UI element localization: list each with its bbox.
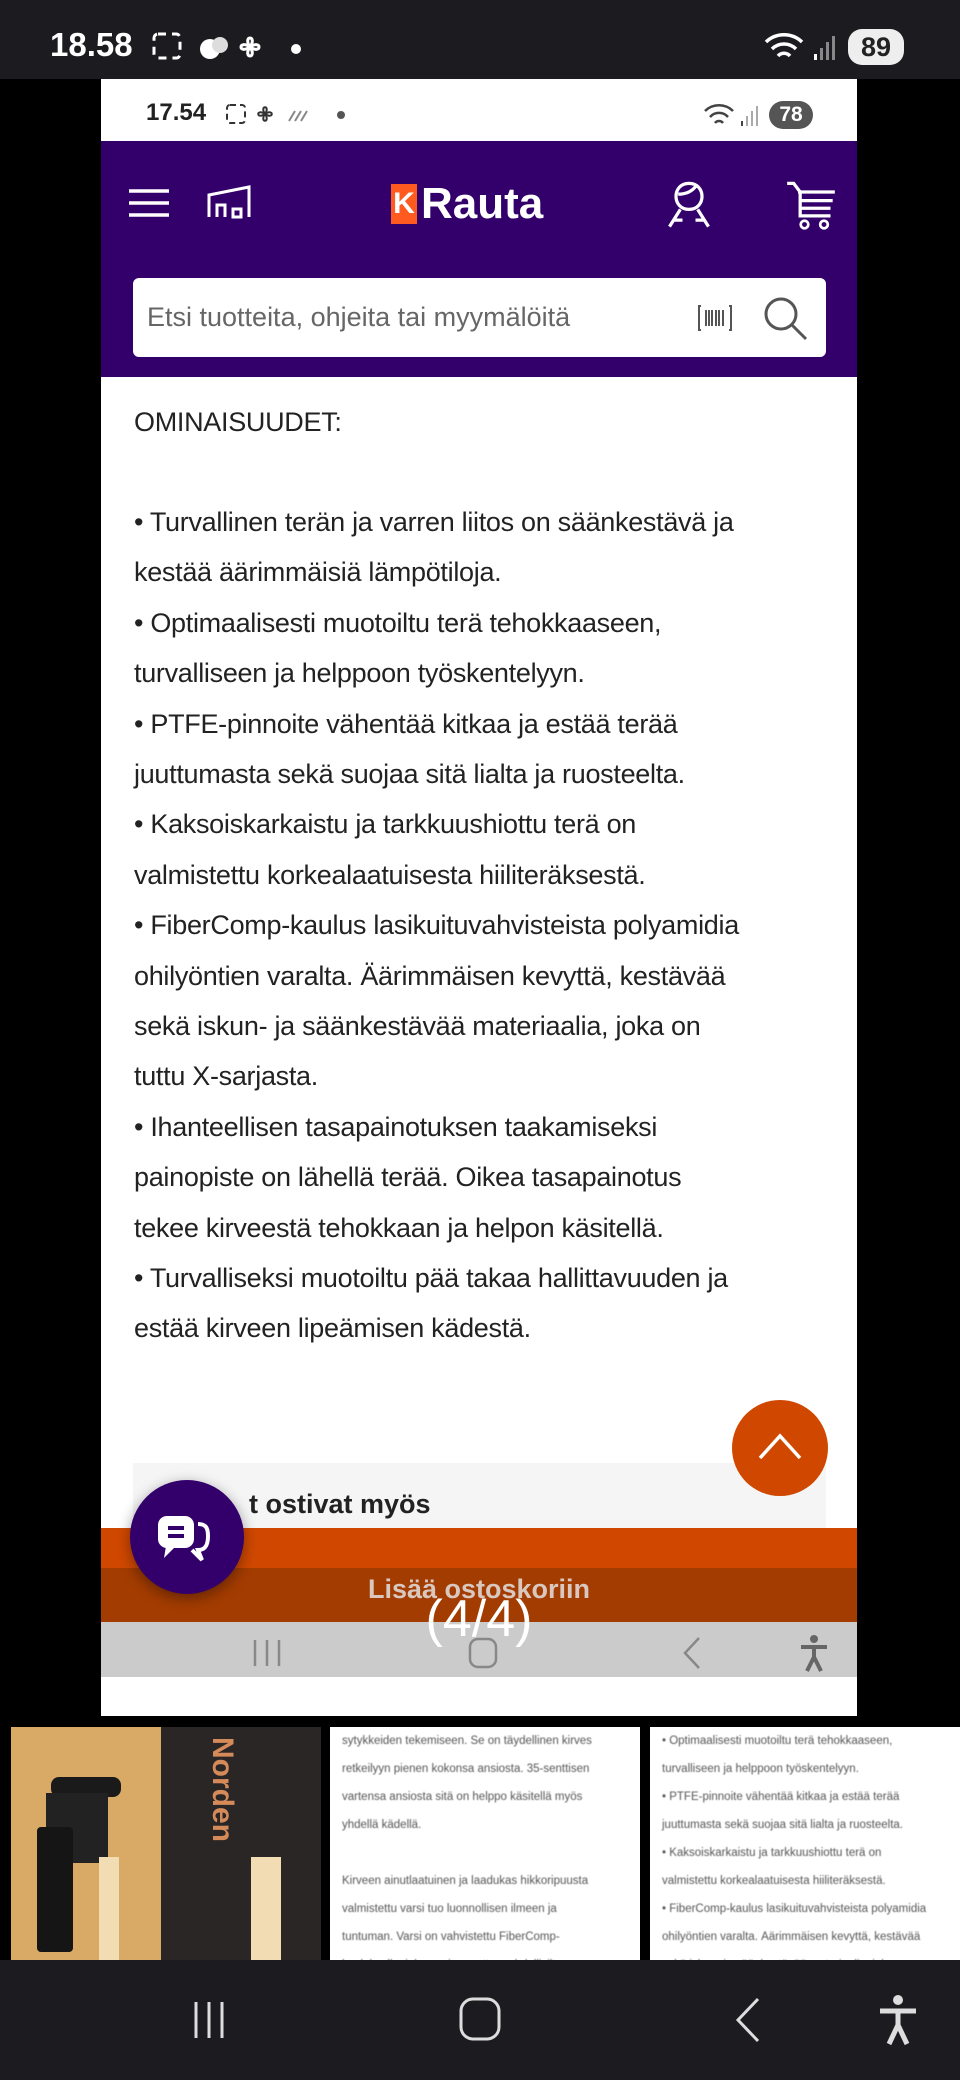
logo-k: K	[391, 184, 417, 224]
thumbnail-text-line: valmistettu korkealaatuisesta hiiliteräksestä.	[662, 1875, 886, 1887]
k-rauta-logo[interactable]	[391, 179, 543, 229]
feature-text-line: • Turvalliseksi muotoiltu pää takaa hallittavuuden ja	[134, 1263, 728, 1293]
thumbnail-text-line: juuttumasta sekä suojaa sitä lialta ja ruosteelta.	[662, 1819, 903, 1831]
inner-status-bar	[101, 79, 857, 141]
screenshot-preview	[101, 79, 857, 1716]
feature-text-line: valmistettu korkealaatuisesta hiiliteräksestä.	[134, 859, 646, 890]
phone-status-bar	[0, 0, 960, 79]
barcode-scan-icon[interactable]	[697, 304, 733, 332]
also-bought-heading: t ostivat myös	[249, 1489, 431, 1519]
site-header	[101, 141, 857, 377]
feature-text-line: kestää äärimmäisiä lämpötiloja.	[134, 557, 502, 588]
features-heading: OMINAISUUDET:	[134, 407, 342, 437]
store-icon[interactable]	[205, 179, 253, 227]
cart-icon[interactable]	[785, 179, 837, 231]
feature-text-line: ohilyöntien varalta. Äärimmäisen kevyttä, kestävää	[134, 960, 726, 991]
logo-text: Rauta	[421, 179, 544, 228]
thumbnail-description[interactable]	[330, 1727, 640, 1960]
thumbnail-norden-label: Norden	[206, 1737, 239, 1842]
inner-wifi-signal-icon	[703, 101, 763, 129]
thumbnail-text-line: • Optimaalisesti muotoiltu terä tehokkaaseen,	[662, 1735, 893, 1747]
thumbnail-text-line: • Kaksoiskarkaistu ja tarkkuushiottu terä on	[662, 1847, 882, 1859]
feature-text-line: tekee kirveestä tehokkaan ja helpon käsitellä.	[134, 1212, 664, 1243]
feature-text-line: • FiberComp-kaulus lasikuituvahvisteista polyamidia	[134, 910, 739, 941]
inner-notification-icons	[225, 103, 345, 127]
battery-indicator: 89	[848, 29, 904, 65]
feature-text-line: • Optimaalisesti muotoiltu terä tehokkaaseen,	[134, 607, 662, 638]
thumbnail-text-line: • PTFE-pinnoite vähentää kitkaa ja estää terää	[662, 1791, 900, 1803]
thumbnail-features[interactable]	[650, 1727, 960, 1960]
add-to-cart-label: Lisää ostoskoriin	[367, 1574, 591, 1604]
thumbnail-text-line: tuntuman. Varsi on vahvistettu FiberComp-	[342, 1931, 560, 1943]
thumbnail-text-line: turvalliseen ja helppoon työskentelyyn.	[662, 1763, 859, 1775]
status-time: 18.58	[50, 26, 133, 63]
feature-text-line: • PTFE-pinnoite vähentää kitkaa ja estää terää	[134, 708, 678, 739]
feature-text-line: sekä iskun- ja säänkestävää materiaalia, joka on	[134, 1011, 701, 1041]
menu-icon[interactable]	[125, 179, 173, 227]
system-navigation-bar	[0, 1960, 960, 2080]
inner-status-time: 17.54	[146, 99, 207, 126]
thumbnail-text-line: • FiberComp-kaulus lasikuituvahvisteista polyamidia	[662, 1903, 927, 1915]
feature-text-line: painopiste on lähellä terää. Oikea tasapainotus	[134, 1162, 682, 1193]
search-bar	[133, 278, 826, 357]
screenshot-thumbnails	[0, 1727, 960, 1960]
feature-text-line: • Kaksoiskarkaistu ja tarkkuushiottu terä on	[134, 809, 637, 840]
search-input[interactable]	[147, 278, 687, 357]
feature-text-line: turvalliseen ja helppoon työskentelyyn.	[134, 658, 585, 689]
feature-text-line: estää kirveen lipeämisen kädestä.	[134, 1313, 531, 1344]
thumbnail-text-line: ohilyöntien varalta. Äärimmäisen kevyttä, kestävää	[662, 1931, 921, 1943]
thumbnail-spacer	[330, 1839, 640, 1867]
thumbnail-text-line: retkeilyyn pienen kokonsa ansiosta. 35-senttisen	[342, 1763, 590, 1775]
chat-icon	[130, 1480, 244, 1594]
account-icon[interactable]	[663, 179, 715, 231]
notification-icons	[152, 30, 302, 64]
accessibility-button-icon[interactable]	[878, 1994, 918, 2046]
wifi-signal-icon	[762, 28, 842, 64]
back-button-icon[interactable]	[732, 1996, 764, 2044]
feature-text-line: tuttu X-sarjasta.	[134, 1061, 318, 1092]
feature-text-line: • Turvallinen terän ja varren liitos on säänkestävä ja	[134, 507, 734, 537]
recents-button-icon[interactable]	[190, 1998, 230, 2042]
thumbnail-text-line: vartensa ansiosta sitä on helppo käsitellä myös	[342, 1791, 583, 1803]
scroll-to-top-button[interactable]	[732, 1400, 828, 1496]
thumbnail-product-photo[interactable]	[11, 1727, 321, 1960]
inner-battery-indicator: 78	[769, 101, 813, 129]
thumbnail-text-line: sytykkeiden tekemiseen. Se on täydellinen kirves	[342, 1735, 592, 1747]
chevron-up-icon	[732, 1400, 828, 1496]
page-indicator: (4/4)	[425, 1590, 533, 1648]
feature-text-line: juuttumasta sekä suojaa sitä lialta ja ruosteelta.	[134, 759, 685, 789]
thumbnail-text-line: valmistettu varsi tuo luonnollisen ilmeen ja	[342, 1903, 557, 1915]
thumbnail-text-line: Kirveen ainutlaatuinen ja laadukas hikkoripuusta	[342, 1875, 589, 1887]
search-icon[interactable]	[761, 294, 811, 344]
thumbnail-text-line: yhdellä kädellä.	[342, 1819, 422, 1831]
home-button-icon[interactable]	[458, 1996, 502, 2044]
chat-button[interactable]	[130, 1480, 244, 1594]
feature-text-line: • Ihanteellisen tasapainotuksen taakamiseksi	[134, 1111, 658, 1142]
